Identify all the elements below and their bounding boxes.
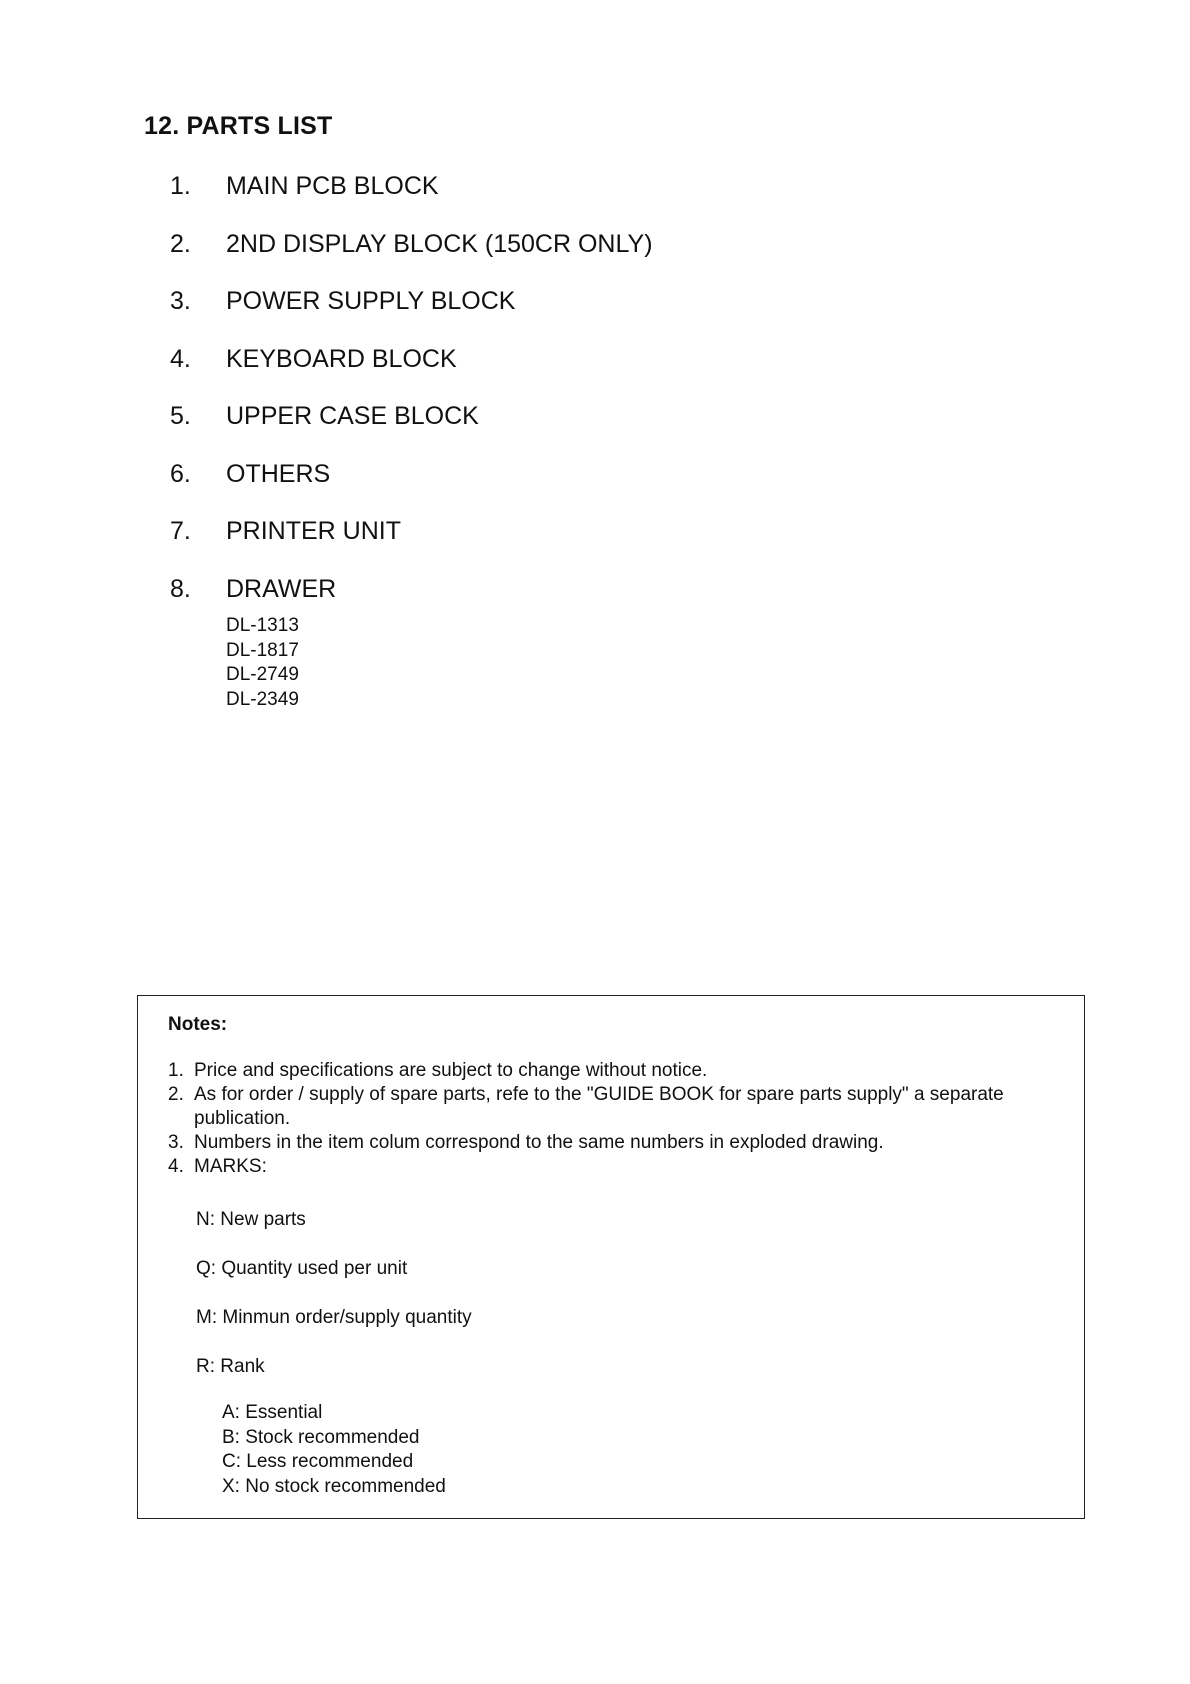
item-number: 1.	[170, 172, 191, 200]
mark-item: R: Rank	[196, 1356, 265, 1377]
note-number: 2.	[168, 1084, 184, 1105]
note-text: Price and specifications are subject to change without notice.	[194, 1060, 708, 1081]
item-number: 2.	[170, 229, 191, 258]
rank-item: B: Stock recommended	[222, 1426, 420, 1448]
note-text: Numbers in the item colum correspond to the same numbers in exploded drawing.	[194, 1132, 884, 1153]
item-label: DRAWER	[226, 574, 337, 603]
rank-item: C: Less recommended	[222, 1451, 414, 1472]
item-number: 7.	[170, 517, 191, 545]
page-title: 12. PARTS LIST	[144, 112, 333, 140]
notes-list	[168, 1059, 1068, 1179]
item-label: KEYBOARD BLOCK	[226, 344, 457, 373]
rank-item: X: No stock recommended	[222, 1475, 446, 1497]
item-number: 5.	[170, 402, 191, 430]
note-number: 1.	[168, 1060, 184, 1081]
notes-box	[137, 995, 1085, 1519]
notes-title: Notes:	[168, 1014, 228, 1035]
drawer-model: DL-1313	[226, 615, 299, 636]
rank-item: A: Essential	[222, 1402, 323, 1423]
item-label: MAIN PCB BLOCK	[226, 172, 439, 200]
drawer-model: DL-2749	[226, 664, 299, 685]
item-label: OTHERS	[226, 459, 331, 488]
note-text: MARKS:	[194, 1156, 267, 1177]
item-number: 3.	[170, 287, 191, 315]
item-label: UPPER CASE BLOCK	[226, 402, 479, 430]
note-number: 4.	[168, 1156, 184, 1177]
rank-list	[222, 1401, 446, 1499]
note-item	[168, 1083, 1068, 1131]
note-number: 3.	[168, 1132, 184, 1153]
note-item	[168, 1155, 1068, 1179]
mark-item: Q: Quantity used per unit	[196, 1258, 408, 1279]
mark-item: M: Minmun order/supply quantity	[196, 1307, 472, 1328]
item-label: PRINTER UNIT	[226, 517, 401, 545]
item-number: 8.	[170, 574, 191, 603]
drawer-model: DL-1817	[226, 639, 299, 661]
mark-item: N: New parts	[196, 1209, 306, 1230]
item-label: 2ND DISPLAY BLOCK (150CR ONLY)	[226, 229, 653, 258]
item-label: POWER SUPPLY BLOCK	[226, 287, 516, 315]
note-item	[168, 1059, 1068, 1083]
marks-list	[196, 1209, 472, 1405]
note-item	[168, 1131, 1068, 1155]
item-number: 6.	[170, 459, 191, 488]
drawer-model-list	[226, 614, 299, 712]
note-text: As for order / supply of spare parts, refe to the "GUIDE BOOK for spare parts supply" a separate publication.	[194, 1084, 1004, 1129]
item-number: 4.	[170, 344, 191, 373]
drawer-model: DL-2349	[226, 688, 299, 710]
